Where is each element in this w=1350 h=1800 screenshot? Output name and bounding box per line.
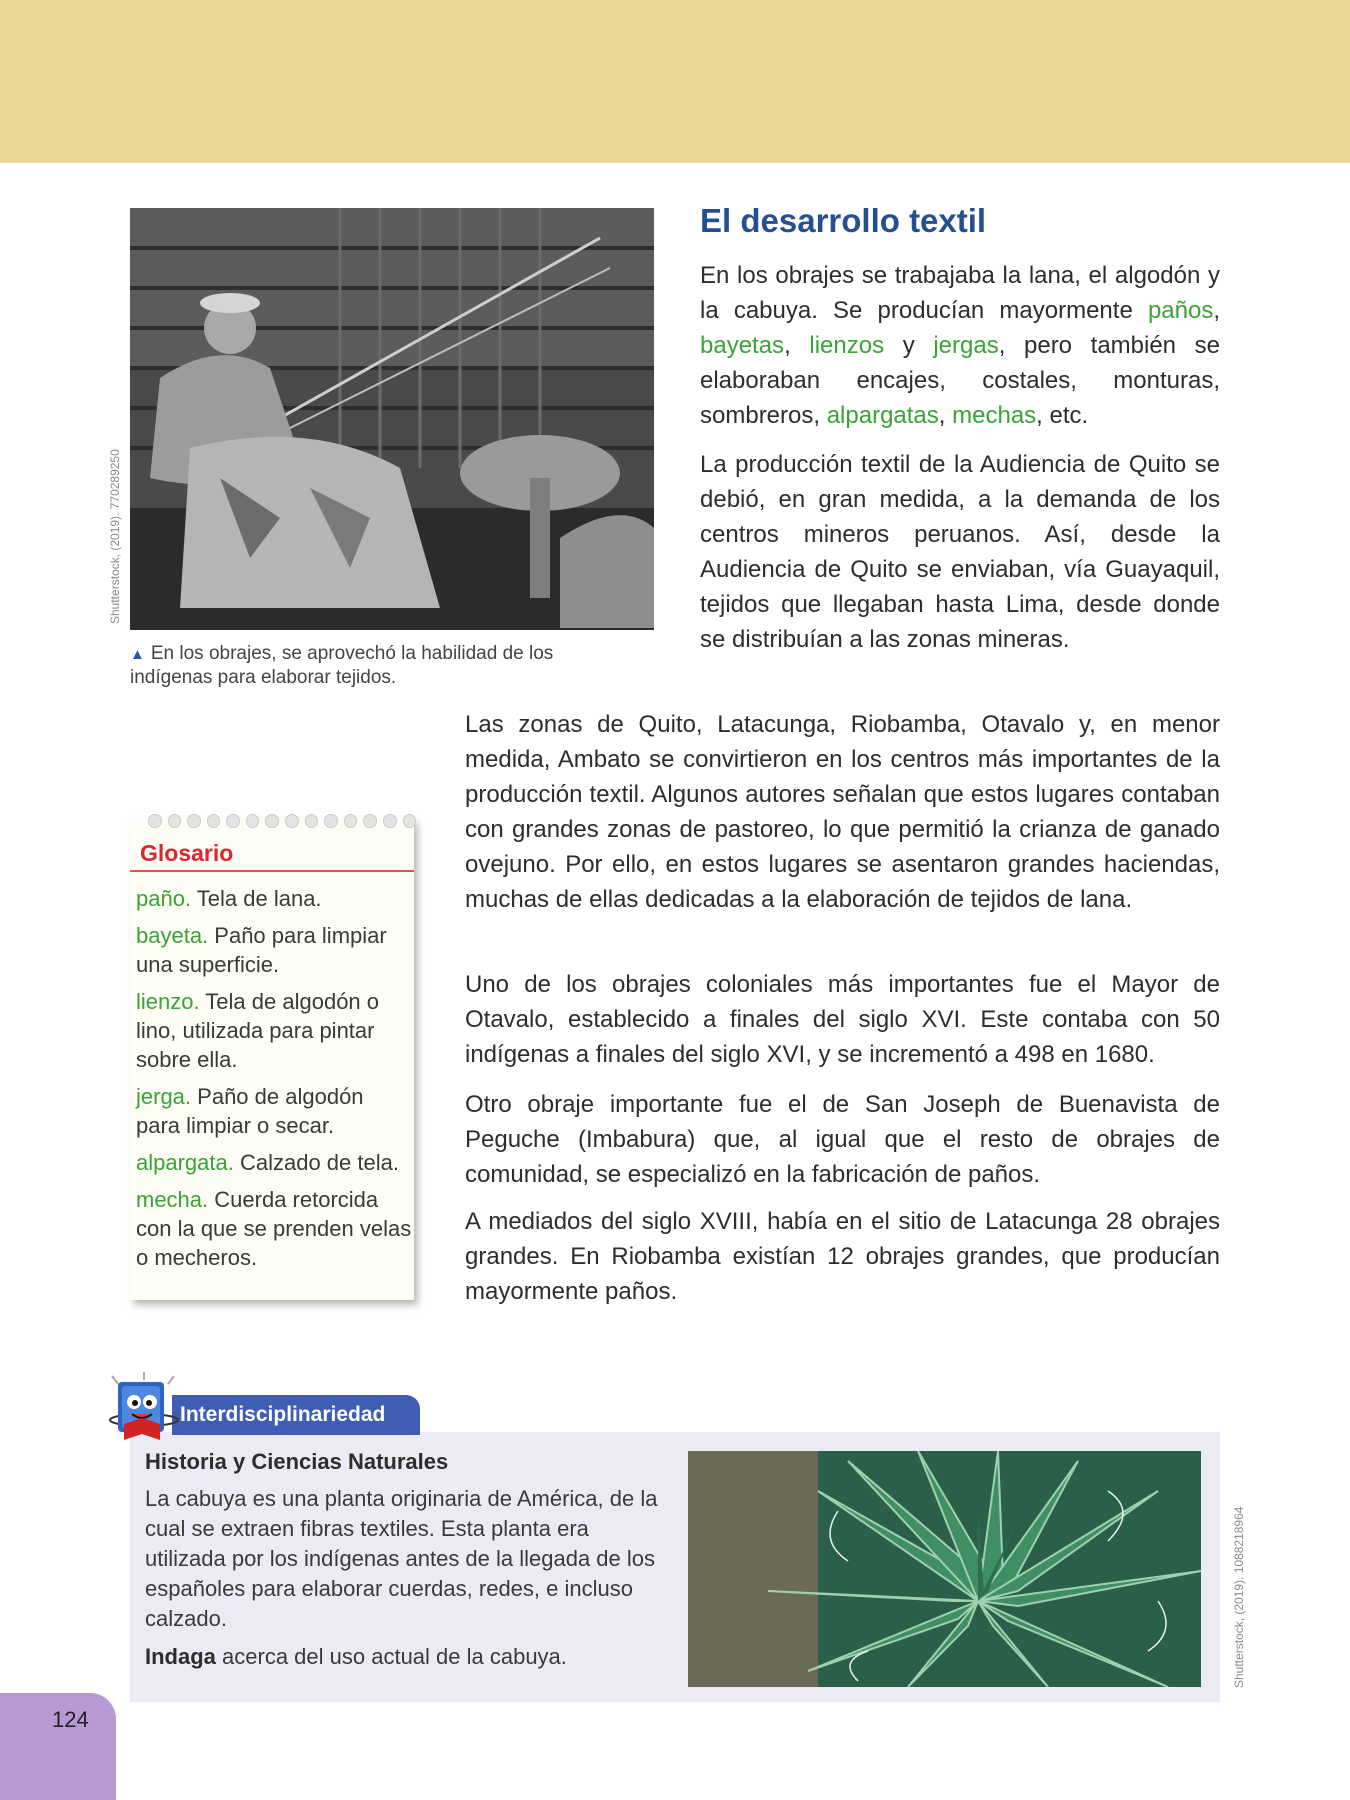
term-link-mechas: mechas — [952, 402, 1037, 429]
book-mascot-icon — [104, 1372, 184, 1448]
photo1-credit: Shutterstock, (2019). 770289250 — [108, 449, 122, 624]
interdisciplinary-text: La cabuya es una planta originaria de América, de la cual se extraen fibras textiles. Esta planta era utilizada por los indígenas antes de la llegada de los españoles para elaborar cuerdas, redes, e incluso calzado. — [145, 1486, 658, 1631]
interdisciplinary-task: Indaga acerca del uso actual de la cabuya. — [145, 1644, 567, 1669]
caption-triangle-icon: ▲ — [130, 646, 145, 663]
term-link-panos: paños — [1147, 297, 1214, 324]
weaver-illustration — [130, 208, 654, 630]
glossary-entry: paño. Tela de lana. — [136, 886, 322, 911]
paragraph-3: Las zonas de Quito, Latacunga, Riobamba, Otavalo y, en menor medida, Ambato se convirtieron en los centros más importantes de la producción textil. Algunos autores señalan que estos lugares contaban con grandes zonas de pastoreo, lo que permitió la crianza de ganado ovejuno. Por ello, en estos lugares se asentaron grandes haciendas, muchas de ellas dedicadas a la elaboración de tejidos de lana. — [465, 711, 1220, 913]
top-header-band — [0, 0, 1350, 163]
term-link-bayetas: bayetas — [700, 332, 785, 359]
term-link-lienzos: lienzos — [809, 332, 885, 359]
glossary-entry: jerga. Paño de algodón para limpiar o secar. — [136, 1084, 364, 1138]
cabuya-illustration — [688, 1451, 1201, 1687]
interdisciplinary-heading: Historia y Ciencias Naturales — [145, 1449, 449, 1474]
glossary-entry: lienzo. Tela de algodón o lino, utilizada para pintar sobre ella. — [136, 989, 380, 1072]
photo2-credit: Shutterstock, (2019). 1088218964 — [1232, 1506, 1246, 1688]
photo1-caption — [130, 642, 600, 689]
glossary-list — [136, 884, 412, 1280]
glossary-divider — [130, 870, 414, 872]
notebook-rings — [148, 814, 416, 830]
paragraph-5: Otro obraje importante fue el de San Joseph de Buenavista de Peguche (Imbabura) que, al igual que el resto de obrajes de comunidad, se especializó en la fabricación de paños. — [465, 1091, 1220, 1188]
photo1-caption-text: En los obrajes, se aprovechó la habilidad de los indígenas para elaborar tejidos. — [130, 643, 554, 688]
paragraph-4: Uno de los obrajes coloniales más importantes fue el Mayor de Otavalo, establecido a finales del siglo XVI. Este contaba con 50 indígenas a finales del siglo XVI, y se incrementó a 498 en 1680. — [465, 971, 1220, 1068]
cabuya-plant-photo — [688, 1451, 1201, 1687]
glossary-entry: mecha. Cuerda retorcida con la que se prenden velas o mecheros. — [136, 1187, 412, 1270]
page-number: 124 — [52, 1707, 89, 1732]
paragraph-1: En los obrajes se trabajaba la lana, el algodón y la cabuya. Se producían mayormente paños, bayetas, lienzos y jergas, pero también se elaboraban encajes, costales, monturas, sombreros, alpargatas, mechas, etc. — [700, 262, 1220, 429]
paragraph-6: A mediados del siglo XVIII, había en el sitio de Latacunga 28 obrajes grandes. En Riobamba existían 12 obrajes grandes, que producían mayormente paños. — [465, 1208, 1220, 1305]
term-link-jergas: jergas — [933, 332, 999, 359]
paragraph-2: La producción textil de la Audiencia de Quito se debió, en gran medida, a la demanda de los centros mineros peruanos. Así, desde la Audiencia de Quito se enviaban, vía Guayaquil, tejidos que llegaban hasta Lima, desde donde se distribuían a las zonas mineras. — [700, 451, 1220, 653]
glossary-entry: bayeta. Paño para limpiar una superficie. — [136, 923, 387, 977]
glossary-title: Glosario — [140, 840, 234, 866]
weaver-photo — [130, 208, 654, 630]
section-title: El desarrollo textil — [700, 202, 987, 239]
term-link-alpargatas: alpargatas — [826, 402, 939, 429]
interdisciplinary-tab: Interdisciplinariedad — [172, 1395, 420, 1435]
glossary-card — [130, 818, 414, 1300]
glossary-entry: alpargata. Calzado de tela. — [136, 1150, 399, 1175]
